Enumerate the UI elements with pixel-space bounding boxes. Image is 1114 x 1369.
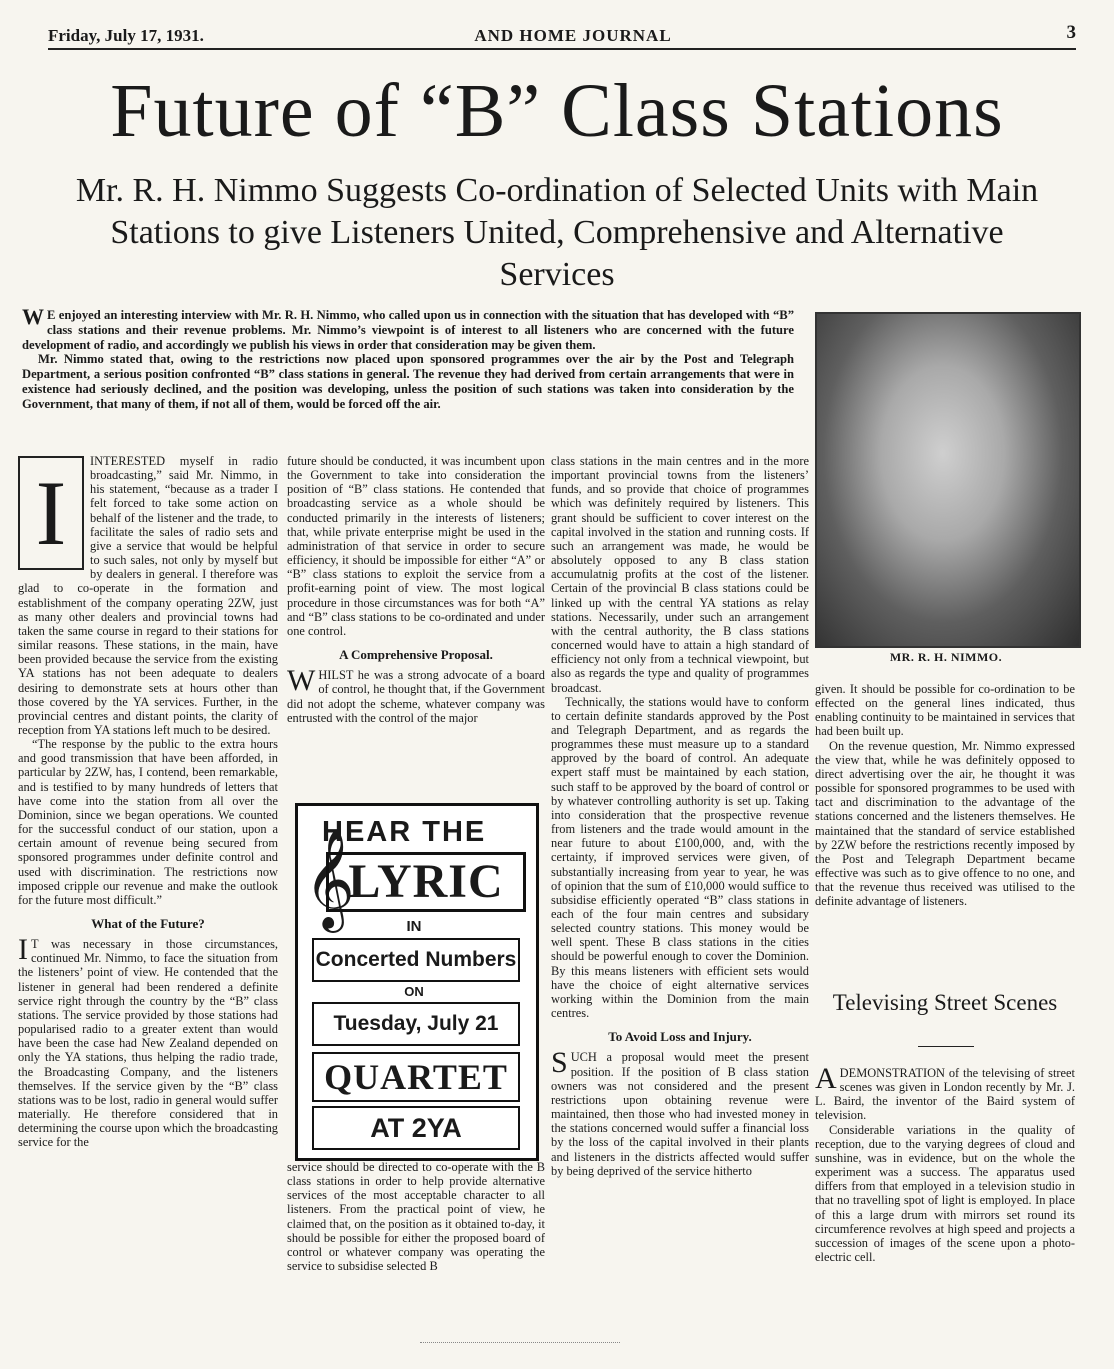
col3-p1: class stations in the main centres and in the more important provincial towns from the listeners’ funds, and so provide that choice of programmes which was definitely required by listeners. This grant should be sufficient to cover interest on the capital involved in the station and running costs. If such an arrangement was made, he would be absolutely opposed to any B class station accumulatnig profits at the cost of the listener. Certain of the provincial B class stations could be linked up with the central YA stations as relay stations. Necessarily, under such an arrangement with the central authority, the B class stations concerned would have to attain a high standard of efficiency not only from a technical viewpoint, but also as regards the type and quality of programmes broadcast.: [551, 454, 809, 695]
photo-caption: MR. R. H. NIMMO.: [889, 650, 1003, 664]
lyric-quartet-advert: [295, 803, 539, 1161]
col2-p3: service should be directed to co-operate with the B class stations in order to help provide alternative services of the most acceptable character to all listeners. From the practical point of view, he claimed that, on the position as it obtained to-day, it should be possible for either the proposed board of control or whatever company was operating the service to subsidise selected B: [287, 1160, 545, 1274]
header-publication: AND HOME JOURNAL: [474, 26, 672, 45]
ad-concerted: Concerted Numbers: [312, 938, 520, 982]
column3-dropcap: S: [551, 1046, 568, 1080]
televising-title: Televising Street Scenes: [832, 990, 1058, 1015]
col2-heading: A Comprehensive Proposal.: [339, 647, 493, 663]
subheadline: Mr. R. H. Nimmo Suggests Co-ordination of Selected Units with Main Stations to give Listeners United, Comprehensive and Alternative Services: [75, 172, 1039, 293]
footer-dots: [420, 1342, 620, 1343]
col2-p1: future should be conducted, it was incumbent upon the Government to take into consideration the position of “B” class stations. He contended that broadcasting service as a whole should be conducted primarily in the interests of listeners; that, while private enterprise might be used in the administration of that service in order to secure efficiency, it should be impossible for either “A” or “B” class stations to exploit the service from a profit-earning point of view. The most logical procedure in those circumstances was for both “A” and “B” class stations to be co-ordinated and under one control.: [287, 454, 545, 638]
col4-p2: On the revenue question, Mr. Nimmo expressed the view that, while he was definitely opposed to direct advertising over the air, he thought it was possible for sponsored programmes to be used with tact and discrimination to the advantage of the stations concerned and the listeners themselves. He maintained that the standard of service established by 2ZW before the restrictions recently imposed by the Post and Telegraph Department became effective was such as to give offence to no one, and that the revenue thus received was utilised to the definite advantage of listeners.: [815, 738, 1075, 909]
col1-p1: I INTERESTED myself in radio broadcasting,” said Mr. Nimmo, in his statement, “because as a trader I felt forced to take some action on behalf of the listener and the trade, to facilitate the sales of radio sets and give a service that would be helpful to such sales, not only by myself but by dealers in general. I therefore was glad to co-operate in the formation and establishment of the company operating 2ZW, just as many other dealers and provincial towns had taken the same course in regard to their stations for similar reasons. These stations, in the main, have been provided because the service from the existing YA stations has not been adequate to dealers desiring to demonstrate sets at hours other than those covered by the YA services. Further, in the provincial centres and distant points, the clarity of reception from YA stations left much to be desired.: [18, 454, 278, 737]
column-4: [815, 682, 1075, 909]
intro-dropcap: W: [22, 304, 44, 329]
column-2: [287, 454, 545, 725]
column-1: [18, 454, 278, 1150]
column1-bigcap: I: [18, 456, 84, 570]
intro-paragraphs: [22, 304, 794, 412]
page-number: 3: [1066, 22, 1076, 43]
column-2-continued: [287, 1160, 545, 1273]
divider: [918, 1046, 974, 1047]
column2-dropcap: W: [287, 664, 316, 698]
ad-date: Tuesday, July 21: [312, 1002, 520, 1046]
page-header: [48, 22, 1076, 50]
col1-heading: What of the Future?: [91, 916, 205, 931]
ad-hear: HEAR THE: [322, 816, 487, 848]
column-3: [551, 454, 809, 1178]
treble-clef-icon: 𝄞: [304, 829, 355, 929]
intro-p2: Mr. Nimmo stated that, owing to the restrictions now placed upon sponsored programmes over the air by the Post and Telegraph Department, a serious position confronted “B” class stations in general. The revenue they had derived from certain arrangements that were in existence had seriously declined, and the position was developing, unless the position of such stations was taken into consideration by the Government, that many of them, if not all of them, would be forced off the air.: [22, 352, 794, 411]
ad-quartet: QUARTET: [312, 1052, 520, 1102]
portrait-photo: [815, 312, 1081, 648]
col3-heading: To Avoid Loss and Injury.: [608, 1029, 752, 1045]
col3-p2: Technically, the stations would have to conform to certain definite standards approved by the Post and Telegraph Department, and as regards the programmes these must measure up to a standard approved by the board of control. An adequate expert staff must be maintained by each station, such staff to be approved by the board of control or by whatever controlling authority is set up. Taking into consideration that the prospective revenue from listeners and the trade would amount in the near future to about £100,000, and, with the certainty, if improved services were given, of substantially increasing from year to year, he was of opinion that the sum of £10,000 would suffice to subsidise efficiently operated “B” class stations in each of the four main centres and subsidary selected country stations. This money would be well spent. These B class stations in the cities should be powerful enough to cover the Dominion. By this means listeners with efficient sets would have the choice of eight alternative services working within the Dominion from the main centres.: [551, 694, 809, 1021]
tv-p1: ADEMONSTRATION of the televising of street scenes was given in London recently by Mr. J. L. Baird, the inventor of the Baird system of television.: [815, 1062, 1075, 1123]
intro-p1: W E enjoyed an interesting interview with Mr. R. H. Nimmo, who called upon us in connection with the situation that has developed with “B” class stations and their revenue problems. Mr. Nimmo’s viewpoint is of interest to all listeners who are concerned with the future development of radio, and accordingly we publish his views in order that consideration may be given them.: [22, 304, 794, 352]
ad-in: IN: [406, 918, 422, 935]
col1-p2: “The response by the public to the extra hours and good transmission that have been afforded, in particular by 2ZW, has, I contend, been remarkable, and is testified to by many hundreds of letters that have come into the station from all over the Dominion, since we began operations. We counted for the successful conduct of our station, upon a certain amount of revenue being secured from sponsored programmes under definite control and used with discrimination. The restrictions now imposed cripple our revenue and make the outlook for the future most difficult.”: [18, 737, 278, 907]
ad-on: ON: [404, 984, 424, 999]
tv-p2: Considerable variations in the quality of reception, due to the varying degrees of cloud and sunshine, was in evidence, but on the whole the experiment was a success. The apparatus used differs from that employed in a television studio in that no travelling spot of light is employed. In place of this a large drum with mirrors set round its circumference revolves at high speed and projects a succession of images of the scene upon a photo-electric cell.: [815, 1122, 1075, 1265]
headline: Future of “B” Class Stations: [110, 69, 1004, 153]
col3-p3: SUCH a proposal would meet the present position. If the position of B class station owners was not considered and the present restrictions upon obtaining revenue were maintained, then those who had invested money in the stations concerned would suffer a financial loss by the loss of the capital involved in their plants and listeners in the districts affected would suffer by being deprived of the service hitherto: [551, 1046, 809, 1178]
col2-p2: WHILST he was a strong advocate of a board of control, he thought that, if the Government did not adopt the scheme, whatever company was entrusted with the control of the major: [287, 664, 545, 725]
col1-p3: I T was necessary in those circumstances, continued Mr. Nimmo, to face the situation from the listeners’ point of view. He contended that the listener in general had been rendered a definite service right through the country by the “B” class stations. The service provided by those stations had popularised radio to a greater extent than would have been the case had New Zealand depended on only the YA stations, thus helping the radio trade, the Broadcasting Company, and the listeners themselves. If the service given by the “B” class stations was to be lost, radio in general would suffer materially. He therefore considered that in determining the course upon which the broadcasting service for the: [18, 933, 278, 1150]
ad-at: AT 2YA: [312, 1106, 520, 1150]
televising-dropcap: A: [815, 1062, 837, 1095]
televising-article: [815, 1062, 1075, 1265]
ad-lyric: LYRIC: [326, 852, 526, 912]
header-date: Friday, July 17, 1931.: [48, 26, 204, 45]
column1-dropcap2: I: [18, 933, 28, 967]
col4-p1: given. It should be possible for co-ordination to be effected on the general lines indicated, thus enabling continuity to be maintained in services that had been built up.: [815, 682, 1075, 739]
